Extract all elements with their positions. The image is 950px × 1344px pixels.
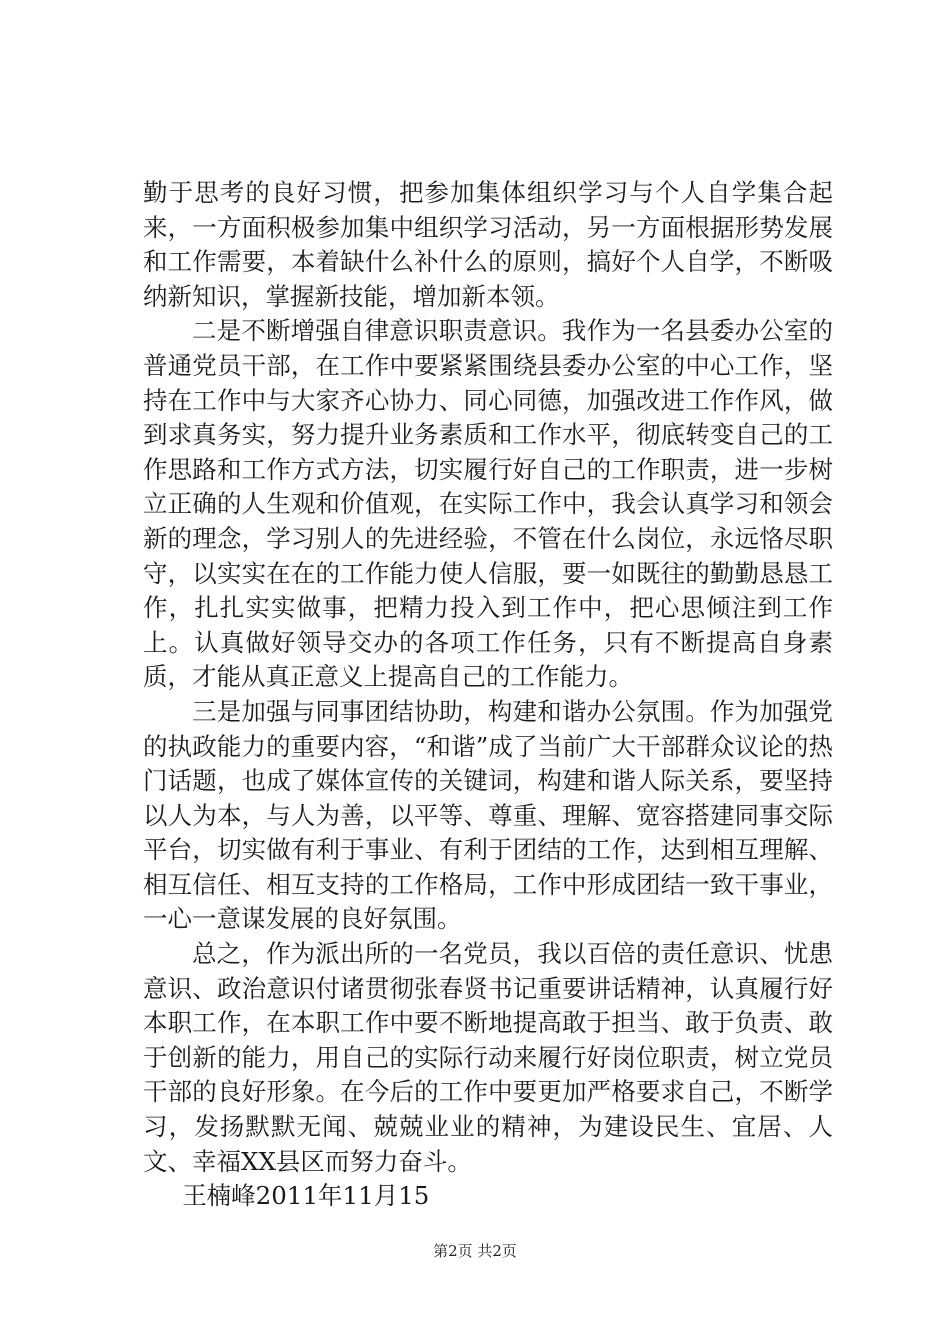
document-body	[143, 176, 833, 1214]
page-footer: 第2页 共2页	[433, 1242, 517, 1260]
paragraph-team-harmony: 三是加强与同事团结协助，构建和谐办公氛围。作为加强党的执政能力的重要内容，“和谐”成了当前广大干部群众议论的热门话题，也成了媒体宣传的关键词，构建和谐人际关系，要坚持以人为本，与人为善，以平等、尊重、理解、宽容搭建同事交际平台，切实做有利于事业、有利于团结的工作，达到相互理解、相互信任、相互支持的工作格局，工作中形成团结一致干事业，一心一意谋发展的良好氛围。	[143, 696, 833, 934]
paragraph-conclusion: 总之，作为派出所的一名党员，我以百倍的责任意识、忧患意识、政治意识付诸贯彻张春贤书记重要讲话精神，认真履行好本职工作，在本职工作中要不断地提高敢于担当、敢于负责、敢于创新的能力，用自己的实际行动来履行好岗位职责，树立党员干部的良好形象。在今后的工作中要更加严格要求自己，不断学习，发扬默默无闻、兢兢业业的精神，为建设民生、宜居、人文、幸福XX县区而努力奋斗。	[143, 939, 833, 1176]
paragraph-continuation: 勤于思考的良好习惯，把参加集体组织学习与个人自学集合起来，一方面积极参加集中组织学习活动，另一方面根据形势发展和工作需要，本着缺什么补什么的原则，搞好个人自学，不断吸纳新知识，掌握新技能，增加新本领。	[143, 178, 833, 311]
paragraph-self-discipline: 二是不断增强自律意识职责意识。我作为一名县委办公室的普通党员干部，在工作中要紧紧围绕县委办公室的中心工作，坚持在工作中与大家齐心协力、同心同德，加强改进工作作风，做到求真务实，努力提升业务素质和工作水平，彻底转变自己的工作思路和工作方式方法，切实履行好自己的工作职责，进一步树立正确的人生观和价值观，在实际工作中，我会认真学习和领会新的理念，学习别人的先进经验，不管在什么岗位，永远恪尽职守，以实实在在的工作能力使人信服，要一如既往的勤勤恳恳工作，扎扎实实做事，把精力投入到工作中，把心思倾注到工作上。认真做好领导交办的各项工作任务，只有不断提高自身素质，才能从真正意义上提高自己的工作能力。	[143, 316, 833, 692]
signature-line: 王楠峰2011年11月15	[182, 1181, 430, 1211]
